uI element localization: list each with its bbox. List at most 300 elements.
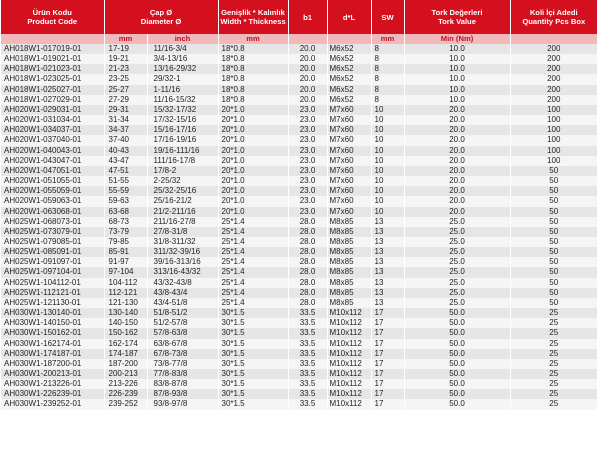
width-thickness-cell: 30*1.5: [218, 339, 288, 349]
quantity-cell: 25: [510, 328, 597, 338]
product-code-cell: AH025W1-068073-01: [1, 217, 104, 227]
b1-cell: 33.5: [288, 389, 327, 399]
width-thickness-cell: 18*0.8: [218, 64, 288, 74]
quantity-cell: 200: [510, 44, 597, 54]
product-code-cell: AH030W1-150162-01: [1, 328, 104, 338]
product-code-cell: AH025W1-073079-01: [1, 227, 104, 237]
header-diameter: Çap Ø Diameter Ø: [104, 0, 218, 34]
product-code-cell: AH030W1-239252-01: [1, 399, 104, 409]
dl-cell: M10x112: [327, 379, 371, 389]
unit-cell: [327, 34, 371, 44]
width-thickness-cell: 30*1.5: [218, 389, 288, 399]
torque-cell: 10.0: [404, 64, 510, 74]
quantity-cell: 50: [510, 247, 597, 257]
table-row: [1, 95, 597, 105]
diameter-mm-cell: 59-63: [104, 196, 147, 206]
table-row: [1, 359, 597, 369]
diameter-mm-cell: 31-34: [104, 115, 147, 125]
b1-cell: 23.0: [288, 156, 327, 166]
unit-cell: [288, 34, 327, 44]
unit-cell: [510, 34, 597, 44]
quantity-cell: 25: [510, 389, 597, 399]
b1-cell: 20.0: [288, 85, 327, 95]
diameter-inch-cell: 15/32-17/32: [147, 105, 218, 115]
sw-cell: 13: [371, 298, 404, 308]
width-thickness-cell: 25*1.4: [218, 278, 288, 288]
sw-cell: 17: [371, 318, 404, 328]
table-row: [1, 247, 597, 257]
table-row: [1, 44, 597, 54]
width-thickness-cell: 18*0.8: [218, 85, 288, 95]
diameter-inch-cell: 19/16-111/16: [147, 146, 218, 156]
torque-cell: 50.0: [404, 318, 510, 328]
dl-cell: M8x85: [327, 227, 371, 237]
table-row: [1, 328, 597, 338]
sw-cell: 10: [371, 176, 404, 186]
header-row: [1, 0, 597, 34]
b1-cell: 33.5: [288, 328, 327, 338]
width-thickness-cell: 20*1.0: [218, 115, 288, 125]
diameter-inch-cell: 73/8-77/8: [147, 359, 218, 369]
dl-cell: M7x60: [327, 156, 371, 166]
diameter-inch-cell: 313/16-43/32: [147, 267, 218, 277]
table-row: [1, 389, 597, 399]
b1-cell: 28.0: [288, 257, 327, 267]
unit-cell: Min (Nm): [404, 34, 510, 44]
diameter-mm-cell: 29-31: [104, 105, 147, 115]
dl-cell: M8x85: [327, 278, 371, 288]
quantity-cell: 25: [510, 308, 597, 318]
diameter-inch-cell: 111/16-17/8: [147, 156, 218, 166]
diameter-mm-cell: 200-213: [104, 369, 147, 379]
sw-cell: 10: [371, 146, 404, 156]
table-row: [1, 308, 597, 318]
table-row: [1, 298, 597, 308]
product-code-cell: AH030W1-130140-01: [1, 308, 104, 318]
diameter-inch-cell: 11/16-15/32: [147, 95, 218, 105]
torque-cell: 10.0: [404, 54, 510, 64]
diameter-mm-cell: 17-19: [104, 44, 147, 54]
sw-cell: 13: [371, 278, 404, 288]
width-thickness-cell: 30*1.5: [218, 379, 288, 389]
width-thickness-cell: 30*1.5: [218, 399, 288, 409]
dl-cell: M10x112: [327, 349, 371, 359]
dl-cell: M7x60: [327, 196, 371, 206]
b1-cell: 33.5: [288, 349, 327, 359]
b1-cell: 23.0: [288, 115, 327, 125]
diameter-inch-cell: 51/8-51/2: [147, 308, 218, 318]
sw-cell: 17: [371, 389, 404, 399]
diameter-mm-cell: 79-85: [104, 237, 147, 247]
quantity-cell: 200: [510, 95, 597, 105]
dl-cell: M8x85: [327, 237, 371, 247]
diameter-mm-cell: 23-25: [104, 74, 147, 84]
dl-cell: M10x112: [327, 308, 371, 318]
width-thickness-cell: 30*1.5: [218, 328, 288, 338]
unit-cell: [1, 34, 104, 44]
diameter-inch-cell: 43/4-51/8: [147, 298, 218, 308]
torque-cell: 20.0: [404, 125, 510, 135]
torque-cell: 20.0: [404, 105, 510, 115]
quantity-cell: 50: [510, 267, 597, 277]
b1-cell: 33.5: [288, 318, 327, 328]
diameter-mm-cell: 104-112: [104, 278, 147, 288]
width-thickness-cell: 25*1.4: [218, 257, 288, 267]
sw-cell: 13: [371, 247, 404, 257]
quantity-cell: 200: [510, 85, 597, 95]
width-thickness-cell: 18*0.8: [218, 44, 288, 54]
quantity-cell: 25: [510, 399, 597, 409]
torque-cell: 20.0: [404, 176, 510, 186]
b1-cell: 20.0: [288, 95, 327, 105]
product-code-cell: AH020W1-037040-01: [1, 135, 104, 145]
torque-cell: 50.0: [404, 359, 510, 369]
sw-cell: 17: [371, 308, 404, 318]
width-thickness-cell: 20*1.0: [218, 166, 288, 176]
width-thickness-cell: 30*1.5: [218, 359, 288, 369]
sw-cell: 10: [371, 115, 404, 125]
quantity-cell: 50: [510, 288, 597, 298]
dl-cell: M6x52: [327, 85, 371, 95]
diameter-inch-cell: 77/8-83/8: [147, 369, 218, 379]
dl-cell: M8x85: [327, 247, 371, 257]
sw-cell: 8: [371, 54, 404, 64]
diameter-inch-cell: 17/16-19/16: [147, 135, 218, 145]
product-code-cell: AH020W1-040043-01: [1, 146, 104, 156]
diameter-inch-cell: 63/8-67/8: [147, 339, 218, 349]
b1-cell: 28.0: [288, 298, 327, 308]
diameter-mm-cell: 63-68: [104, 207, 147, 217]
quantity-cell: 100: [510, 105, 597, 115]
torque-cell: 20.0: [404, 207, 510, 217]
b1-cell: 23.0: [288, 196, 327, 206]
dl-cell: M7x60: [327, 207, 371, 217]
width-thickness-cell: 20*1.0: [218, 105, 288, 115]
table-body: [1, 44, 597, 410]
sw-cell: 8: [371, 44, 404, 54]
dl-cell: M10x112: [327, 318, 371, 328]
width-thickness-cell: 25*1.4: [218, 288, 288, 298]
b1-cell: 28.0: [288, 247, 327, 257]
product-code-cell: AH018W1-027029-01: [1, 95, 104, 105]
width-thickness-cell: 30*1.5: [218, 308, 288, 318]
sw-cell: 13: [371, 217, 404, 227]
product-code-cell: AH025W1-091097-01: [1, 257, 104, 267]
table-row: [1, 125, 597, 135]
dl-cell: M10x112: [327, 359, 371, 369]
quantity-cell: 50: [510, 207, 597, 217]
diameter-mm-cell: 43-47: [104, 156, 147, 166]
torque-cell: 20.0: [404, 156, 510, 166]
table-row: [1, 146, 597, 156]
b1-cell: 23.0: [288, 105, 327, 115]
diameter-mm-cell: 226-239: [104, 389, 147, 399]
product-code-cell: AH030W1-162174-01: [1, 339, 104, 349]
table-row: [1, 278, 597, 288]
quantity-cell: 50: [510, 196, 597, 206]
diameter-mm-cell: 40-43: [104, 146, 147, 156]
b1-cell: 23.0: [288, 146, 327, 156]
table-row: [1, 257, 597, 267]
torque-cell: 20.0: [404, 146, 510, 156]
header-sw: SW: [371, 0, 404, 34]
width-thickness-cell: 25*1.4: [218, 237, 288, 247]
diameter-inch-cell: 11/16-3/4: [147, 44, 218, 54]
sw-cell: 17: [371, 379, 404, 389]
diameter-mm-cell: 91-97: [104, 257, 147, 267]
header-dl: d*L: [327, 0, 371, 34]
units-row: [1, 34, 597, 44]
dl-cell: M10x112: [327, 399, 371, 409]
torque-cell: 10.0: [404, 44, 510, 54]
dl-cell: M7x60: [327, 135, 371, 145]
dl-cell: M7x60: [327, 146, 371, 156]
product-code-cell: AH025W1-121130-01: [1, 298, 104, 308]
header-b1: b1: [288, 0, 327, 34]
b1-cell: 23.0: [288, 135, 327, 145]
sw-cell: 8: [371, 85, 404, 95]
torque-cell: 20.0: [404, 115, 510, 125]
unit-cell: mm: [218, 34, 288, 44]
quantity-cell: 50: [510, 237, 597, 247]
dl-cell: M7x60: [327, 125, 371, 135]
quantity-cell: 25: [510, 349, 597, 359]
sw-cell: 10: [371, 156, 404, 166]
table-row: [1, 349, 597, 359]
table-row: [1, 207, 597, 217]
diameter-mm-cell: 140-150: [104, 318, 147, 328]
quantity-cell: 200: [510, 64, 597, 74]
table-row: [1, 399, 597, 409]
diameter-mm-cell: 85-91: [104, 247, 147, 257]
sw-cell: 17: [371, 339, 404, 349]
diameter-inch-cell: 211/16-27/8: [147, 217, 218, 227]
diameter-mm-cell: 21-23: [104, 64, 147, 74]
sw-cell: 13: [371, 227, 404, 237]
torque-cell: 50.0: [404, 379, 510, 389]
width-thickness-cell: 18*0.8: [218, 74, 288, 84]
sw-cell: 10: [371, 166, 404, 176]
dl-cell: M7x60: [327, 166, 371, 176]
b1-cell: 20.0: [288, 74, 327, 84]
quantity-cell: 200: [510, 54, 597, 64]
product-code-cell: AH030W1-187200-01: [1, 359, 104, 369]
width-thickness-cell: 20*1.0: [218, 156, 288, 166]
width-thickness-cell: 20*1.0: [218, 146, 288, 156]
dl-cell: M8x85: [327, 217, 371, 227]
quantity-cell: 50: [510, 176, 597, 186]
dl-cell: M6x52: [327, 54, 371, 64]
header-quantity: Koli İçi Adedi Quantity Pcs Box: [510, 0, 597, 34]
sw-cell: 10: [371, 207, 404, 217]
diameter-inch-cell: 17/32-15/16: [147, 115, 218, 125]
width-thickness-cell: 20*1.0: [218, 207, 288, 217]
table-row: [1, 74, 597, 84]
b1-cell: 28.0: [288, 278, 327, 288]
diameter-mm-cell: 121-130: [104, 298, 147, 308]
sw-cell: 8: [371, 64, 404, 74]
product-code-cell: AH030W1-174187-01: [1, 349, 104, 359]
quantity-cell: 100: [510, 135, 597, 145]
diameter-mm-cell: 27-29: [104, 95, 147, 105]
product-code-cell: AH020W1-029031-01: [1, 105, 104, 115]
diameter-mm-cell: 97-104: [104, 267, 147, 277]
diameter-mm-cell: 51-55: [104, 176, 147, 186]
diameter-inch-cell: 25/16-21/2: [147, 196, 218, 206]
b1-cell: 28.0: [288, 237, 327, 247]
diameter-mm-cell: 239-252: [104, 399, 147, 409]
width-thickness-cell: 25*1.4: [218, 267, 288, 277]
torque-cell: 50.0: [404, 349, 510, 359]
width-thickness-cell: 20*1.0: [218, 135, 288, 145]
table-row: [1, 369, 597, 379]
width-thickness-cell: 20*1.0: [218, 125, 288, 135]
table-row: [1, 379, 597, 389]
diameter-inch-cell: 2-25/32: [147, 176, 218, 186]
product-code-cell: AH020W1-031034-01: [1, 115, 104, 125]
width-thickness-cell: 25*1.4: [218, 298, 288, 308]
diameter-inch-cell: 21/2-211/16: [147, 207, 218, 217]
torque-cell: 50.0: [404, 328, 510, 338]
diameter-inch-cell: 13/16-29/32: [147, 64, 218, 74]
width-thickness-cell: 25*1.4: [218, 227, 288, 237]
diameter-inch-cell: 17/8-2: [147, 166, 218, 176]
dl-cell: M8x85: [327, 267, 371, 277]
sw-cell: 13: [371, 257, 404, 267]
sw-cell: 8: [371, 95, 404, 105]
torque-cell: 25.0: [404, 237, 510, 247]
sw-cell: 10: [371, 186, 404, 196]
torque-cell: 20.0: [404, 186, 510, 196]
b1-cell: 33.5: [288, 359, 327, 369]
torque-cell: 25.0: [404, 298, 510, 308]
sw-cell: 17: [371, 328, 404, 338]
table-row: [1, 318, 597, 328]
b1-cell: 33.5: [288, 369, 327, 379]
diameter-mm-cell: 34-37: [104, 125, 147, 135]
b1-cell: 20.0: [288, 64, 327, 74]
table-row: [1, 288, 597, 298]
quantity-cell: 50: [510, 278, 597, 288]
b1-cell: 20.0: [288, 44, 327, 54]
quantity-cell: 25: [510, 339, 597, 349]
product-code-cell: AH018W1-017019-01: [1, 44, 104, 54]
diameter-mm-cell: 68-73: [104, 217, 147, 227]
product-code-cell: AH018W1-021023-01: [1, 64, 104, 74]
diameter-inch-cell: 39/16-313/16: [147, 257, 218, 267]
table-row: [1, 196, 597, 206]
table-row: [1, 267, 597, 277]
diameter-inch-cell: 93/8-97/8: [147, 399, 218, 409]
sw-cell: 10: [371, 135, 404, 145]
width-thickness-cell: 18*0.8: [218, 54, 288, 64]
torque-cell: 20.0: [404, 196, 510, 206]
diameter-inch-cell: 51/2-57/8: [147, 318, 218, 328]
dl-cell: M6x52: [327, 44, 371, 54]
product-code-cell: AH020W1-055059-01: [1, 186, 104, 196]
diameter-mm-cell: 55-59: [104, 186, 147, 196]
product-code-cell: AH030W1-140150-01: [1, 318, 104, 328]
dl-cell: M10x112: [327, 328, 371, 338]
diameter-inch-cell: 15/16-17/16: [147, 125, 218, 135]
sw-cell: 8: [371, 74, 404, 84]
quantity-cell: 25: [510, 318, 597, 328]
sw-cell: 17: [371, 359, 404, 369]
sw-cell: 13: [371, 267, 404, 277]
dl-cell: M6x52: [327, 95, 371, 105]
quantity-cell: 100: [510, 115, 597, 125]
b1-cell: 20.0: [288, 54, 327, 64]
diameter-inch-cell: 67/8-73/8: [147, 349, 218, 359]
diameter-inch-cell: 25/32-25/16: [147, 186, 218, 196]
torque-cell: 20.0: [404, 135, 510, 145]
quantity-cell: 25: [510, 379, 597, 389]
b1-cell: 23.0: [288, 207, 327, 217]
sw-cell: 10: [371, 125, 404, 135]
b1-cell: 33.5: [288, 339, 327, 349]
b1-cell: 33.5: [288, 308, 327, 318]
b1-cell: 28.0: [288, 288, 327, 298]
torque-cell: 50.0: [404, 339, 510, 349]
torque-cell: 50.0: [404, 399, 510, 409]
dl-cell: M7x60: [327, 176, 371, 186]
dl-cell: M8x85: [327, 288, 371, 298]
width-thickness-cell: 20*1.0: [218, 176, 288, 186]
product-code-cell: AH030W1-200213-01: [1, 369, 104, 379]
sw-cell: 17: [371, 369, 404, 379]
sw-cell: 10: [371, 196, 404, 206]
product-code-cell: AH018W1-025027-01: [1, 85, 104, 95]
width-thickness-cell: 30*1.5: [218, 369, 288, 379]
diameter-mm-cell: 187-200: [104, 359, 147, 369]
b1-cell: 23.0: [288, 176, 327, 186]
table-row: [1, 156, 597, 166]
quantity-cell: 25: [510, 359, 597, 369]
table-row: [1, 186, 597, 196]
b1-cell: 23.0: [288, 166, 327, 176]
product-code-cell: AH025W1-085091-01: [1, 247, 104, 257]
header-product-code: Ürün Kodu Product Code: [1, 0, 104, 34]
diameter-inch-cell: 31/8-311/32: [147, 237, 218, 247]
unit-cell: mm: [104, 34, 147, 44]
table-row: [1, 54, 597, 64]
product-code-cell: AH020W1-043047-01: [1, 156, 104, 166]
width-thickness-cell: 30*1.5: [218, 318, 288, 328]
width-thickness-cell: 30*1.5: [218, 349, 288, 359]
diameter-inch-cell: 87/8-93/8: [147, 389, 218, 399]
diameter-mm-cell: 25-27: [104, 85, 147, 95]
quantity-cell: 25: [510, 369, 597, 379]
diameter-mm-cell: 162-174: [104, 339, 147, 349]
width-thickness-cell: 18*0.8: [218, 95, 288, 105]
product-code-cell: AH020W1-047051-01: [1, 166, 104, 176]
sw-cell: 10: [371, 105, 404, 115]
b1-cell: 23.0: [288, 186, 327, 196]
diameter-inch-cell: 29/32-1: [147, 74, 218, 84]
width-thickness-cell: 25*1.4: [218, 217, 288, 227]
header-torque: Tork Değerleri Tork Value: [404, 0, 510, 34]
dl-cell: M7x60: [327, 105, 371, 115]
quantity-cell: 50: [510, 257, 597, 267]
product-code-cell: AH020W1-059063-01: [1, 196, 104, 206]
product-code-cell: AH018W1-019021-01: [1, 54, 104, 64]
torque-cell: 50.0: [404, 369, 510, 379]
dl-cell: M10x112: [327, 369, 371, 379]
torque-cell: 25.0: [404, 257, 510, 267]
diameter-inch-cell: 27/8-31/8: [147, 227, 218, 237]
product-code-cell: AH025W1-079085-01: [1, 237, 104, 247]
sw-cell: 13: [371, 288, 404, 298]
